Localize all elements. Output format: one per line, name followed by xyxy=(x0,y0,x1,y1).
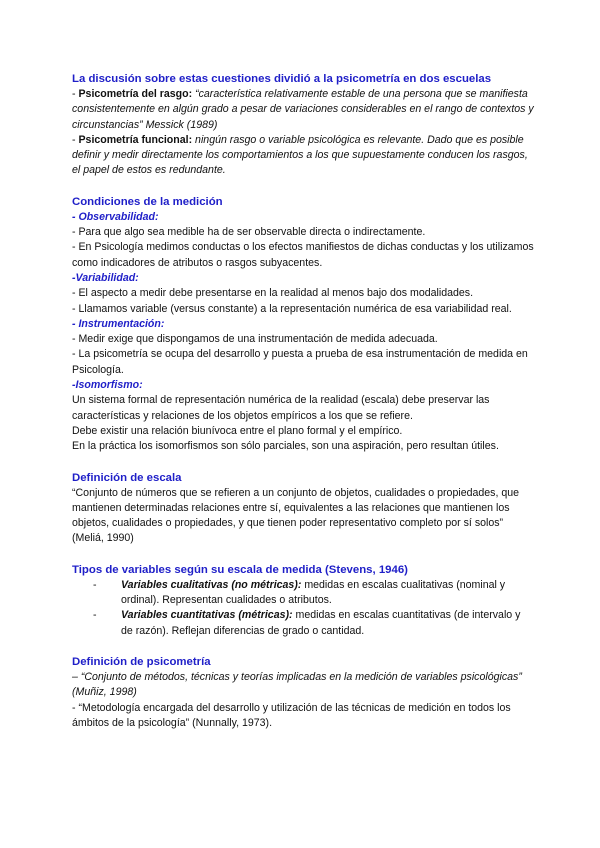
variable-type-description: medidas en escalas cuantitativas (de intervalo y de razón). Reflejan diferencias de grado o cantidad. xyxy=(121,609,521,637)
spacer xyxy=(72,639,534,654)
variable-type-description: medidas en escalas cualitativas (nominal y ordinal). Representan cualidades o atributos. xyxy=(121,578,506,607)
trait-definition: “característica relativamente estable de una persona que se manifiesta consistentemente en algún grado a pesar de variaciones considerables en el rango de contextos y circunstancias” Messick (1989) xyxy=(72,88,534,131)
section-variable-types xyxy=(72,562,534,639)
section-heading-psychometrics: Definición de psicometría xyxy=(72,655,211,668)
isomorfismo-line: Debe existir una relación biunívoca entre el plano formal y el empírico. xyxy=(72,424,403,437)
instrumentacion-line: - Medir exige que dispongamos de una instrumentación de medida adecuada. xyxy=(72,333,438,346)
spacer xyxy=(72,547,534,562)
spacer xyxy=(72,455,534,470)
list-item xyxy=(107,608,534,639)
variabilidad-line: - El aspecto a medir debe presentarse en la realidad al menos bajo dos modalidades. xyxy=(72,287,474,300)
functional-lead: - xyxy=(72,133,79,146)
list-item xyxy=(107,578,534,609)
section-heading-scale: Definición de escala xyxy=(72,471,182,484)
spacer xyxy=(72,179,534,194)
isomorfismo-line: Un sistema formal de representación numérica de la realidad (escala) debe preservar las características y relaciones de los objetos empíricos a los que se refiere. xyxy=(72,394,490,422)
isomorfismo-line: En la práctica los isomorfismos son sólo parciales, son una aspiración, pero resultan útiles. xyxy=(72,440,499,453)
functional-term: Psicometría funcional: xyxy=(78,133,193,146)
psychometrics-definition-2: - “Metodología encargada del desarrollo y utilización de las técnicas de medición en todos los ámbitos de la psicología” (Nunnally, 1973). xyxy=(72,701,511,729)
section-heading-conditions: Condiciones de la medición xyxy=(72,195,223,208)
section-conditions xyxy=(72,194,534,455)
subheading-instrumentacion: - Instrumentación: xyxy=(72,317,165,330)
variable-types-list xyxy=(72,578,534,639)
functional-psychometrics-paragraph xyxy=(72,133,534,179)
instrumentacion-line: - La psicometría se ocupa del desarrollo y puesta a prueba de esa instrumentación de medida en Psicología. xyxy=(72,348,528,376)
trait-psychometrics-paragraph xyxy=(72,87,534,133)
trait-lead: - xyxy=(72,88,79,100)
scale-definition: “Conjunto de números que se refieren a un conjunto de objetos, cualidades o propiedades, que mantienen determinadas relaciones entre sí, equivalentes a las relaciones que mantienen los objetos, cualidades o propiedades, y que tienen poder representativo completo por sí solos” (Meliá, 1990) xyxy=(72,486,520,545)
observabilidad-line: - Para que algo sea medible ha de ser observable directa o indirectamente. xyxy=(72,226,426,239)
variable-type-term: Variables cualitativas (no métricas): xyxy=(121,578,302,591)
section-heading-schools: La discusión sobre estas cuestiones dividió a la psicometría en dos escuelas xyxy=(72,73,492,85)
subheading-variabilidad: -Variabilidad: xyxy=(72,271,139,284)
psychometrics-definition-1: – “Conjunto de métodos, técnicas y teorías implicadas en la medición de variables psicológicas” (Muñiz, 1998) xyxy=(72,670,522,699)
observabilidad-line: - En Psicología medimos conductas o los efectos manifiestos de dichas conductas y los utilizamos como indicadores de atributos o rasgos subyacentes. xyxy=(72,241,534,269)
variabilidad-line: - Llamamos variable (versus constante) a la representación numérica de esa variabilidad real. xyxy=(72,302,512,315)
section-schools xyxy=(72,71,534,179)
section-scale xyxy=(72,470,534,547)
subheading-isomorfismo: -Isomorfismo: xyxy=(72,379,143,392)
functional-definition: ningún rasgo o variable psicológica es relevante. Dado que es posible definir y medir directamente los comportamientos a los que supuestamente conducen los rasgos, el papel de estos es redundante. xyxy=(72,133,528,177)
section-psychometrics xyxy=(72,654,534,731)
subheading-observabilidad: - Observabilidad: xyxy=(72,210,159,223)
variable-type-term: Variables cuantitativas (métricas): xyxy=(121,609,293,622)
document-body xyxy=(72,71,534,731)
section-heading-variable-types: Tipos de variables según su escala de medida (Stevens, 1946) xyxy=(72,563,408,576)
trait-term: Psicometría del rasgo: xyxy=(78,88,193,100)
